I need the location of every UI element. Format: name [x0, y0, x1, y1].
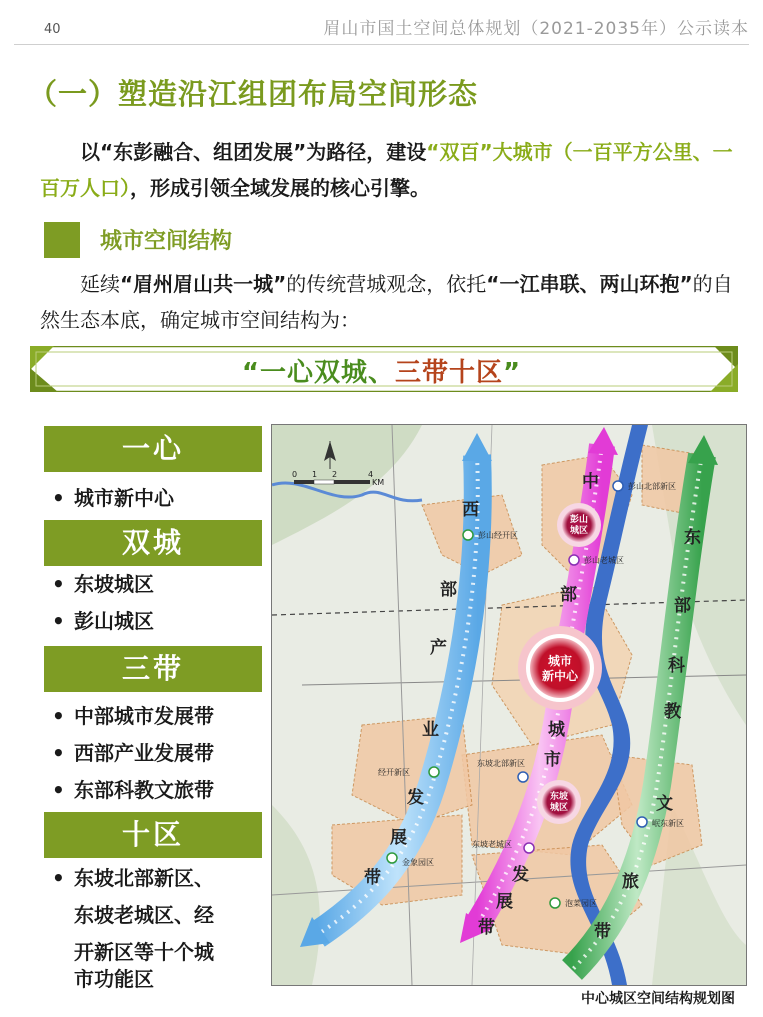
svg-text:展: 展 — [390, 828, 407, 848]
intro-paragraph — [40, 134, 752, 206]
body-text-3: 的自然生态本底，确定城市空间结构为： — [40, 272, 733, 332]
svg-text:产: 产 — [430, 638, 447, 658]
body-bold-2: “一江串联、两山环抱” — [486, 272, 693, 296]
svg-text:彭山北部新区: 彭山北部新区 — [628, 482, 676, 491]
map-caption: 中心城区空间结构规划图 — [581, 991, 735, 1007]
svg-text:彭山老城区: 彭山老城区 — [584, 556, 624, 565]
list-item: • 东部科教文旅带 — [52, 778, 214, 802]
svg-text:教: 教 — [664, 702, 681, 722]
svg-text:中: 中 — [582, 472, 599, 492]
svg-text:城区: 城区 — [549, 803, 569, 813]
svg-text:4: 4 — [368, 470, 374, 479]
list-item: • 东坡北部新区、 — [52, 866, 214, 890]
body-text-1: 延续 — [80, 272, 120, 296]
list-item-continued: 开新区等十个城 — [74, 940, 214, 964]
svg-text:岷东新区: 岷东新区 — [652, 819, 684, 828]
svg-text:部: 部 — [674, 596, 691, 616]
svg-text:东坡: 东坡 — [549, 792, 569, 802]
svg-text:带: 带 — [478, 918, 495, 938]
list-item: • 东坡城区 — [52, 572, 154, 596]
svg-text:带: 带 — [594, 922, 611, 942]
structure-banner-title: “一心双城、三带十区” — [241, 358, 522, 388]
section-title: （一）塑造沿江组团布局空间形态 — [28, 77, 479, 111]
svg-text:彭山: 彭山 — [569, 515, 589, 525]
svg-text:旅: 旅 — [622, 872, 639, 892]
intro-text-2: ，形成引领全域发展的核心引擎。 — [130, 176, 430, 200]
body-text-2: 的传统营城观念，依托 — [286, 272, 487, 296]
svg-text:KM: KM — [372, 478, 385, 487]
dongpo-city-circle — [537, 780, 581, 824]
svg-text:城: 城 — [548, 720, 565, 740]
svg-text:东坡老城区: 东坡老城区 — [472, 840, 512, 849]
intro-highlight: “双百”大城市（一百平方公里、一百万人口） — [40, 140, 733, 200]
svg-text:东: 东 — [684, 528, 701, 548]
header-title: 眉山市国土空间总体规划（2021-2035年）公示读本 — [323, 19, 749, 39]
city-new-center-circle — [518, 626, 602, 710]
list-item: • 西部产业发展带 — [52, 741, 214, 765]
svg-text:金象园区: 金象园区 — [402, 858, 434, 867]
category-ten-districts: 十区 — [44, 812, 262, 858]
list-item: • 城市新中心 — [52, 486, 174, 510]
svg-text:市: 市 — [544, 750, 561, 770]
list-item: • 彭山城区 — [52, 609, 154, 633]
svg-text:东坡北部新区: 东坡北部新区 — [477, 759, 525, 768]
svg-text:带: 带 — [364, 868, 381, 888]
svg-text:部: 部 — [440, 580, 457, 600]
list-item-continued: 市功能区 — [74, 967, 154, 991]
body-paragraph — [40, 266, 740, 338]
body-bold-1: “眉州眉山共一城” — [120, 272, 287, 296]
svg-text:科: 科 — [668, 656, 685, 676]
svg-text:部: 部 — [560, 585, 577, 605]
svg-text:2: 2 — [332, 470, 338, 479]
sub-heading: 城市空间结构 — [100, 229, 233, 254]
svg-text:0: 0 — [292, 470, 298, 479]
page-number: 40 — [44, 22, 61, 37]
sub-heading-marker — [44, 222, 80, 258]
svg-text:新中心: 新中心 — [541, 669, 579, 683]
category-one-center: 一心 — [44, 426, 262, 472]
svg-text:彭山经开区: 彭山经开区 — [478, 531, 518, 540]
spatial-structure-map — [271, 424, 747, 986]
svg-text:业: 业 — [422, 720, 439, 740]
map-canvas — [272, 425, 746, 985]
svg-text:泡菜园区: 泡菜园区 — [565, 899, 597, 908]
pengshan-city-circle — [557, 503, 601, 547]
list-item-continued: 东坡老城区、经 — [74, 903, 214, 927]
category-two-cities: 双城 — [44, 520, 262, 566]
svg-text:1: 1 — [312, 470, 318, 479]
svg-text:发: 发 — [512, 865, 529, 885]
svg-text:城区: 城区 — [569, 526, 589, 536]
svg-text:城市: 城市 — [547, 654, 573, 668]
svg-text:西: 西 — [462, 500, 479, 520]
intro-text-1: 以“东彭融合、组团发展”为路径，建设 — [80, 140, 427, 164]
header-divider — [14, 44, 749, 45]
list-item: • 中部城市发展带 — [52, 704, 214, 728]
svg-text:文: 文 — [656, 794, 673, 814]
svg-text:经开新区: 经开新区 — [378, 768, 410, 777]
category-three-belts: 三带 — [44, 646, 262, 692]
svg-text:展: 展 — [496, 892, 513, 912]
svg-text:发: 发 — [407, 788, 424, 808]
